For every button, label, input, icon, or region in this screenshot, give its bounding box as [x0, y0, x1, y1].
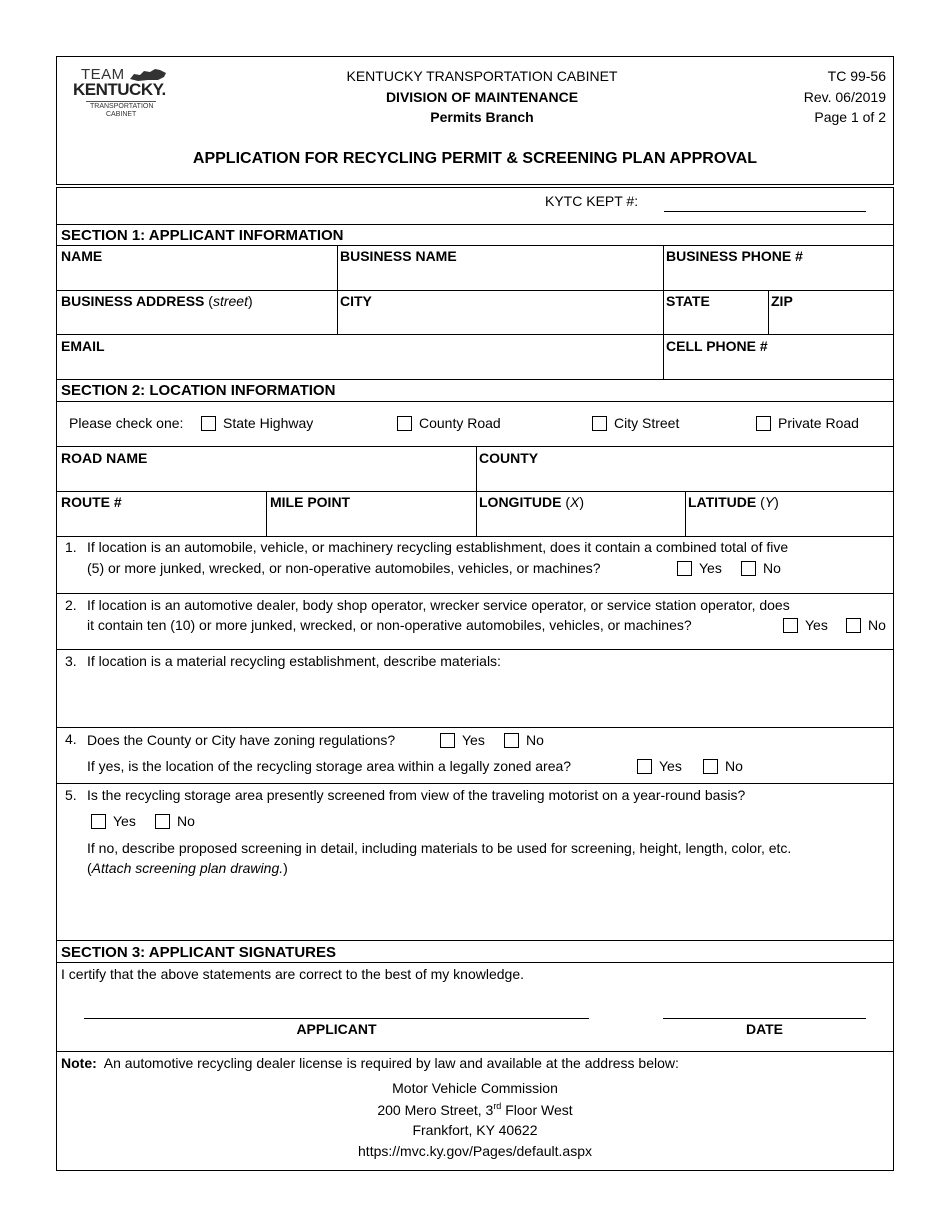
q5-line1: Is the recycling storage area presently screened from view of the traveling motorist on a year-round basis?	[87, 787, 746, 803]
divider	[57, 446, 893, 447]
q2-no-checkbox[interactable]	[846, 618, 861, 633]
q3-number: 3.	[65, 653, 77, 669]
business-address-label: BUSINESS ADDRESS	[61, 293, 205, 309]
certify-statement: I certify that the above statements are correct to the best of my knowledge.	[61, 966, 525, 982]
no-label: No	[868, 617, 886, 633]
divider	[57, 1051, 893, 1052]
q4a-no[interactable]	[504, 732, 544, 748]
divider	[57, 401, 893, 402]
business-phone-field[interactable]: BUSINESS PHONE #	[666, 248, 803, 264]
mvc-org: Motor Vehicle Commission	[392, 1080, 558, 1096]
yes-label: Yes	[659, 758, 682, 774]
option-label: City Street	[614, 415, 680, 431]
no-label: No	[725, 758, 743, 774]
zip-field[interactable]: ZIP	[771, 293, 793, 309]
divider	[57, 334, 893, 335]
divider	[57, 940, 893, 941]
road-name-field[interactable]: ROAD NAME	[61, 450, 148, 466]
section1-title: SECTION 1: APPLICANT INFORMATION	[61, 227, 344, 244]
latitude-var: Y	[764, 494, 775, 510]
mvc-street	[56, 1101, 894, 1118]
form-number: TC 99-56	[827, 68, 886, 84]
mvc-url[interactable]: https://mvc.ky.gov/Pages/default.aspx	[358, 1143, 592, 1159]
note-text: An automotive recycling dealer license is required by law and available at the address below:	[103, 1055, 679, 1071]
no-label: No	[526, 732, 544, 748]
no-label: No	[177, 813, 195, 829]
q1-no-checkbox[interactable]	[741, 561, 756, 576]
no-label: No	[763, 560, 781, 576]
private-road-checkbox[interactable]	[756, 416, 771, 431]
q5-line2: If no, describe proposed screening in detail, including materials to be used for screening, height, length, color, etc.	[87, 840, 792, 856]
divider	[57, 649, 893, 650]
divider	[57, 727, 893, 728]
q4-line2: If yes, is the location of the recycling storage area within a legally zoned area?	[87, 758, 572, 774]
option-label: County Road	[419, 415, 501, 431]
street-pre: 200 Mero Street, 3	[377, 1102, 494, 1118]
q2-line2: it contain ten (10) or more junked, wrecked, or non-operative automobiles, vehicles, or machines?	[87, 617, 692, 633]
q5-no[interactable]	[155, 813, 195, 829]
divider	[57, 962, 893, 963]
q1-no[interactable]	[741, 560, 781, 576]
applicant-signature-line[interactable]	[84, 1018, 589, 1019]
mvc-city: Frankfort, KY 40622	[412, 1122, 538, 1138]
page-number: Page 1 of 2	[814, 109, 886, 125]
check-one-prompt: Please check one:	[69, 415, 184, 431]
option-label: Private Road	[778, 415, 859, 431]
divider	[685, 491, 686, 536]
team-kentucky-logo	[68, 66, 174, 122]
divider	[57, 245, 893, 246]
mile-point-field[interactable]: MILE POINT	[270, 494, 351, 510]
yes-label: Yes	[462, 732, 485, 748]
city-field[interactable]: CITY	[340, 293, 372, 309]
divider	[663, 245, 664, 379]
cell-phone-field[interactable]: CELL PHONE #	[666, 338, 768, 354]
q4-number: 4.	[65, 731, 77, 747]
logo-rule	[86, 101, 156, 102]
divider	[768, 290, 769, 334]
business-address-hint: street	[212, 293, 248, 309]
divider	[57, 491, 893, 492]
q2-number: 2.	[65, 597, 77, 613]
date-signature-line[interactable]	[663, 1018, 866, 1019]
yes-label: Yes	[699, 560, 722, 576]
form-title: APPLICATION FOR RECYCLING PERMIT & SCREENING PLAN APPROVAL	[192, 150, 758, 167]
business-address-field[interactable]: BUSINESS ADDRESS (street)	[61, 293, 253, 309]
county-road-checkbox[interactable]	[397, 416, 412, 431]
longitude-field[interactable]: LONGITUDE (X)	[479, 494, 585, 510]
divider	[57, 224, 893, 225]
business-name-field[interactable]: BUSINESS NAME	[340, 248, 457, 264]
q4a-yes-checkbox[interactable]	[440, 733, 455, 748]
latitude-field[interactable]: LATITUDE (Y)	[688, 494, 779, 510]
logo-transportation: TRANSPORTATION	[90, 103, 154, 110]
state-highway-checkbox[interactable]	[201, 416, 216, 431]
longitude-label: LONGITUDE	[479, 494, 562, 510]
option-city-street[interactable]	[592, 415, 679, 431]
name-field[interactable]: NAME	[61, 248, 103, 264]
q1-yes-checkbox[interactable]	[677, 561, 692, 576]
q4b-no[interactable]	[703, 758, 743, 774]
division-name: DIVISION OF MAINTENANCE	[385, 89, 579, 105]
option-county-road[interactable]	[397, 415, 501, 431]
q2-line1: If location is an automotive dealer, body shop operator, wrecker service operator, or service station operator, does	[87, 597, 790, 613]
option-label: State Highway	[223, 415, 314, 431]
street-post: Floor West	[501, 1102, 573, 1118]
q5-no-checkbox[interactable]	[155, 814, 170, 829]
q2-yes-checkbox[interactable]	[783, 618, 798, 633]
q5-yes-checkbox[interactable]	[91, 814, 106, 829]
q5-number: 5.	[65, 787, 77, 803]
q5-attach-text: Attach screening plan drawing.	[91, 860, 284, 876]
q4a-no-checkbox[interactable]	[504, 733, 519, 748]
yes-label: Yes	[113, 813, 136, 829]
latitude-label: LATITUDE	[688, 494, 757, 510]
logo-team: TEAM	[81, 66, 125, 83]
q4-line1: Does the County or City have zoning regulations?	[87, 732, 396, 748]
q5-attach: (Attach screening plan drawing.)	[87, 860, 288, 876]
yes-label: Yes	[805, 617, 828, 633]
q4b-yes[interactable]	[637, 758, 682, 774]
kytc-kept-label: KYTC KEPT #:	[545, 193, 639, 209]
agency-name: KENTUCKY TRANSPORTATION CABINET	[346, 68, 618, 84]
q1-line1: If location is an automobile, vehicle, or machinery recycling establishment, does it contain a combined total of five	[87, 539, 789, 555]
q2-yes[interactable]	[783, 617, 828, 633]
divider	[266, 491, 267, 536]
q1-number: 1.	[65, 539, 77, 555]
note-line	[61, 1055, 679, 1071]
q5-yes[interactable]	[91, 813, 136, 829]
divider	[57, 593, 893, 594]
county-field[interactable]: COUNTY	[479, 450, 539, 466]
route-field[interactable]: ROUTE #	[61, 494, 122, 510]
q1-line2: (5) or more junked, wrecked, or non-operative automobiles, vehicles, or machines?	[87, 560, 601, 576]
divider	[57, 536, 893, 537]
kytc-kept-field[interactable]	[664, 211, 866, 212]
street-sup: rd	[493, 1101, 502, 1111]
q1-yes[interactable]	[677, 560, 722, 576]
q4b-yes-checkbox[interactable]	[637, 759, 652, 774]
section2-title: SECTION 2: LOCATION INFORMATION	[61, 382, 336, 399]
logo-kentucky: KENTUCKY.	[73, 80, 166, 99]
state-field[interactable]: STATE	[666, 293, 710, 309]
divider	[57, 783, 893, 784]
city-street-checkbox[interactable]	[592, 416, 607, 431]
date-label: DATE	[745, 1021, 784, 1037]
q4a-yes[interactable]	[440, 732, 485, 748]
q2-no[interactable]	[846, 617, 886, 633]
q4b-no-checkbox[interactable]	[703, 759, 718, 774]
q3-text: If location is a material recycling establishment, describe materials:	[87, 653, 501, 669]
divider	[57, 379, 893, 380]
note-label: Note:	[61, 1055, 97, 1071]
branch-name: Permits Branch	[430, 109, 534, 125]
form-revision: Rev. 06/2019	[803, 89, 886, 105]
email-field[interactable]: EMAIL	[61, 338, 105, 354]
option-state-highway[interactable]	[201, 415, 313, 431]
longitude-var: X	[570, 494, 580, 510]
section3-title: SECTION 3: APPLICANT SIGNATURES	[61, 944, 337, 961]
logo-cabinet: CABINET	[106, 111, 137, 118]
option-private-road[interactable]	[756, 415, 859, 431]
applicant-label: APPLICANT	[296, 1021, 377, 1037]
